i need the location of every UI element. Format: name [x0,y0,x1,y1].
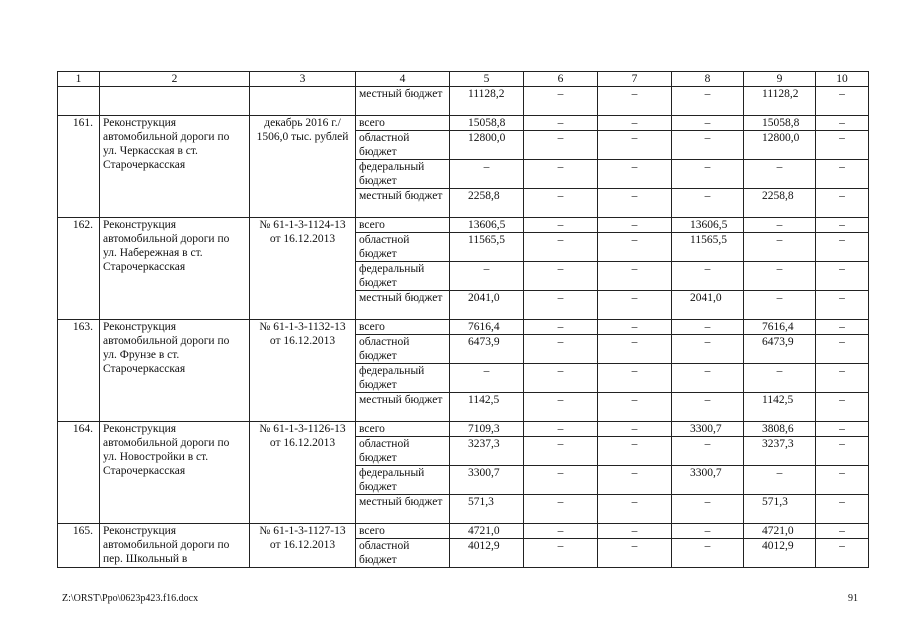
amount-cell: – [598,116,672,131]
cell-empty [250,87,356,116]
amount-cell: 3237,3 [744,437,816,466]
amount-cell: – [524,335,598,364]
amount-total: 3300,7 [450,466,524,495]
funding-source: местный бюджет [356,393,450,422]
amount-cell: – [524,364,598,393]
amount-total: 11565,5 [450,233,524,262]
column-header: 2 [100,72,250,87]
entry-number: 165. [58,524,100,568]
table-row [58,87,869,116]
amount-cell: – [598,524,672,539]
amount-cell: – [744,218,816,233]
amount-cell: – [816,539,869,568]
amount-cell: – [816,116,869,131]
amount-total: 7616,4 [450,320,524,335]
funding-source: областной бюджет [356,437,450,466]
amount-cell: 6473,9 [744,335,816,364]
entry-number: 162. [58,218,100,320]
amount-cell: – [598,291,672,320]
amount-total: 13606,5 [450,218,524,233]
funding-source: областной бюджет [356,335,450,364]
amount-cell: 15058,8 [744,116,816,131]
amount-cell: – [524,539,598,568]
table-row [58,320,869,335]
amount-cell: – [816,466,869,495]
table-row [58,422,869,437]
amount-total: 4012,9 [450,539,524,568]
column-header: 6 [524,72,598,87]
amount-cell: – [672,189,744,218]
funding-source: федеральный бюджет [356,160,450,189]
amount-total: – [450,262,524,291]
entry-document: № 61-1-3-1126-13 от 16.12.2013 [250,422,356,524]
amount-cell: – [672,160,744,189]
table-row [58,524,869,539]
funding-source: всего [356,116,450,131]
amount-cell: – [598,131,672,160]
amount-cell: – [524,495,598,524]
funding-source: всего [356,422,450,437]
amount-cell: – [816,291,869,320]
amount-cell: – [598,495,672,524]
amount-total: 6473,9 [450,335,524,364]
amount-cell: – [524,160,598,189]
entry-document: декабрь 2016 г./ 1506,0 тыс. рублей [250,116,356,218]
amount-cell: – [524,131,598,160]
amount-cell: 3300,7 [672,422,744,437]
amount-total: 2041,0 [450,291,524,320]
amount-cell: – [598,262,672,291]
amount-cell: – [672,320,744,335]
amount-cell: – [816,320,869,335]
entry-name: Реконструкция автомобильной дороги по ул. Фрунзе в ст. Старочеркасская [100,320,250,422]
file-path: Z:\ORST\Ppo\0623p423.f16.docx [62,593,199,604]
entry-name: Реконструкция автомобильной дороги по ул. Новостройки в ст. Старочеркасская [100,422,250,524]
amount-cell: 1142,5 [744,393,816,422]
entry-name: Реконструкция автомобильной дороги по ул. Черкасская в ст. Старочеркасская [100,116,250,218]
amount-cell: 2258,8 [744,189,816,218]
amount-cell: – [816,495,869,524]
amount-cell: – [598,364,672,393]
entry-name: Реконструкция автомобильной дороги по пер. Школьный в [100,524,250,568]
funding-source: федеральный бюджет [356,364,450,393]
amount-cell: – [816,218,869,233]
amount-total: 7109,3 [450,422,524,437]
funding-source: областной бюджет [356,539,450,568]
amount-total: 571,3 [450,495,524,524]
entry-document: № 61-1-3-1124-13 от 16.12.2013 [250,218,356,320]
amount-cell: – [598,233,672,262]
amount-cell: 3808,6 [744,422,816,437]
cell-empty [100,87,250,116]
entry-number: 161. [58,116,100,218]
funding-source: местный бюджет [356,495,450,524]
amount-cell: – [598,218,672,233]
amount-cell: – [598,437,672,466]
table-row [58,116,869,131]
column-header: 7 [598,72,672,87]
column-header: 4 [356,72,450,87]
amount-cell: – [672,87,744,116]
amount-cell: – [598,466,672,495]
funding-source: всего [356,524,450,539]
amount-cell: – [672,262,744,291]
amount-cell: – [816,233,869,262]
entry-document: № 61-1-3-1127-13 от 16.12.2013 [250,524,356,568]
column-header: 3 [250,72,356,87]
column-header: 10 [816,72,869,87]
amount-cell: – [598,539,672,568]
amount-cell: – [524,218,598,233]
amount-cell: – [816,393,869,422]
amount-cell: – [524,437,598,466]
amount-cell: 4012,9 [744,539,816,568]
amount-cell: – [744,466,816,495]
column-header: 1 [58,72,100,87]
page-number: 91 [848,593,858,604]
amount-cell: – [672,335,744,364]
amount-cell: 3300,7 [672,466,744,495]
amount-cell: – [672,364,744,393]
column-header: 5 [450,72,524,87]
amount-cell: – [524,524,598,539]
funding-source: местный бюджет [356,291,450,320]
amount-cell: 571,3 [744,495,816,524]
amount-cell: – [524,116,598,131]
amount-cell: – [744,262,816,291]
funding-source: областной бюджет [356,233,450,262]
amount-total: – [450,160,524,189]
amount-cell: – [816,262,869,291]
amount-cell: 7616,4 [744,320,816,335]
amount-cell: – [672,495,744,524]
amount-cell: – [672,437,744,466]
amount-total: 1142,5 [450,393,524,422]
entry-name: Реконструкция автомобильной дороги по ул. Набережная в ст. Старочеркасская [100,218,250,320]
amount-cell: – [672,539,744,568]
funding-source: местный бюджет [356,189,450,218]
amount-cell: – [598,422,672,437]
amount-cell: – [524,233,598,262]
table-row [58,218,869,233]
amount-cell: – [524,291,598,320]
amount-cell: 12800,0 [744,131,816,160]
entry-number: 164. [58,422,100,524]
amount-cell: – [598,160,672,189]
amount-cell: 4721,0 [744,524,816,539]
cell-empty [58,87,100,116]
amount-cell: – [816,160,869,189]
amount-cell: – [816,189,869,218]
amount-cell: – [598,320,672,335]
amount-cell: – [524,87,598,116]
amount-cell: – [524,466,598,495]
amount-cell: – [598,335,672,364]
amount-cell: – [816,422,869,437]
amount-total: 2258,8 [450,189,524,218]
amount-cell: – [598,87,672,116]
amount-cell: – [744,364,816,393]
amount-cell: – [672,393,744,422]
amount-cell: – [816,437,869,466]
entry-number: 163. [58,320,100,422]
header-row [58,72,869,87]
budget-table [57,71,869,568]
amount-cell: 11128,2 [744,87,816,116]
amount-total: 3237,3 [450,437,524,466]
column-header: 8 [672,72,744,87]
amount-total: 11128,2 [450,87,524,116]
amount-total: 15058,8 [450,116,524,131]
amount-cell: – [524,189,598,218]
amount-cell: – [744,291,816,320]
amount-cell: – [816,524,869,539]
amount-cell: – [816,87,869,116]
amount-cell: – [672,131,744,160]
amount-cell: – [524,262,598,291]
amount-cell: 11565,5 [672,233,744,262]
amount-cell: – [672,524,744,539]
amount-cell: – [744,160,816,189]
amount-cell: – [598,189,672,218]
funding-source: федеральный бюджет [356,262,450,291]
funding-source: местный бюджет [356,87,450,116]
amount-cell: – [816,364,869,393]
amount-cell: 2041,0 [672,291,744,320]
amount-cell: – [816,131,869,160]
amount-total: – [450,364,524,393]
funding-source: федеральный бюджет [356,466,450,495]
funding-source: областной бюджет [356,131,450,160]
amount-total: 12800,0 [450,131,524,160]
amount-cell: – [816,335,869,364]
entry-document: № 61-1-3-1132-13 от 16.12.2013 [250,320,356,422]
funding-source: всего [356,218,450,233]
column-header: 9 [744,72,816,87]
amount-cell: – [524,393,598,422]
funding-source: всего [356,320,450,335]
amount-cell: – [744,233,816,262]
amount-cell: – [598,393,672,422]
amount-cell: – [524,320,598,335]
amount-total: 4721,0 [450,524,524,539]
amount-cell: – [524,422,598,437]
amount-cell: – [672,116,744,131]
amount-cell: 13606,5 [672,218,744,233]
